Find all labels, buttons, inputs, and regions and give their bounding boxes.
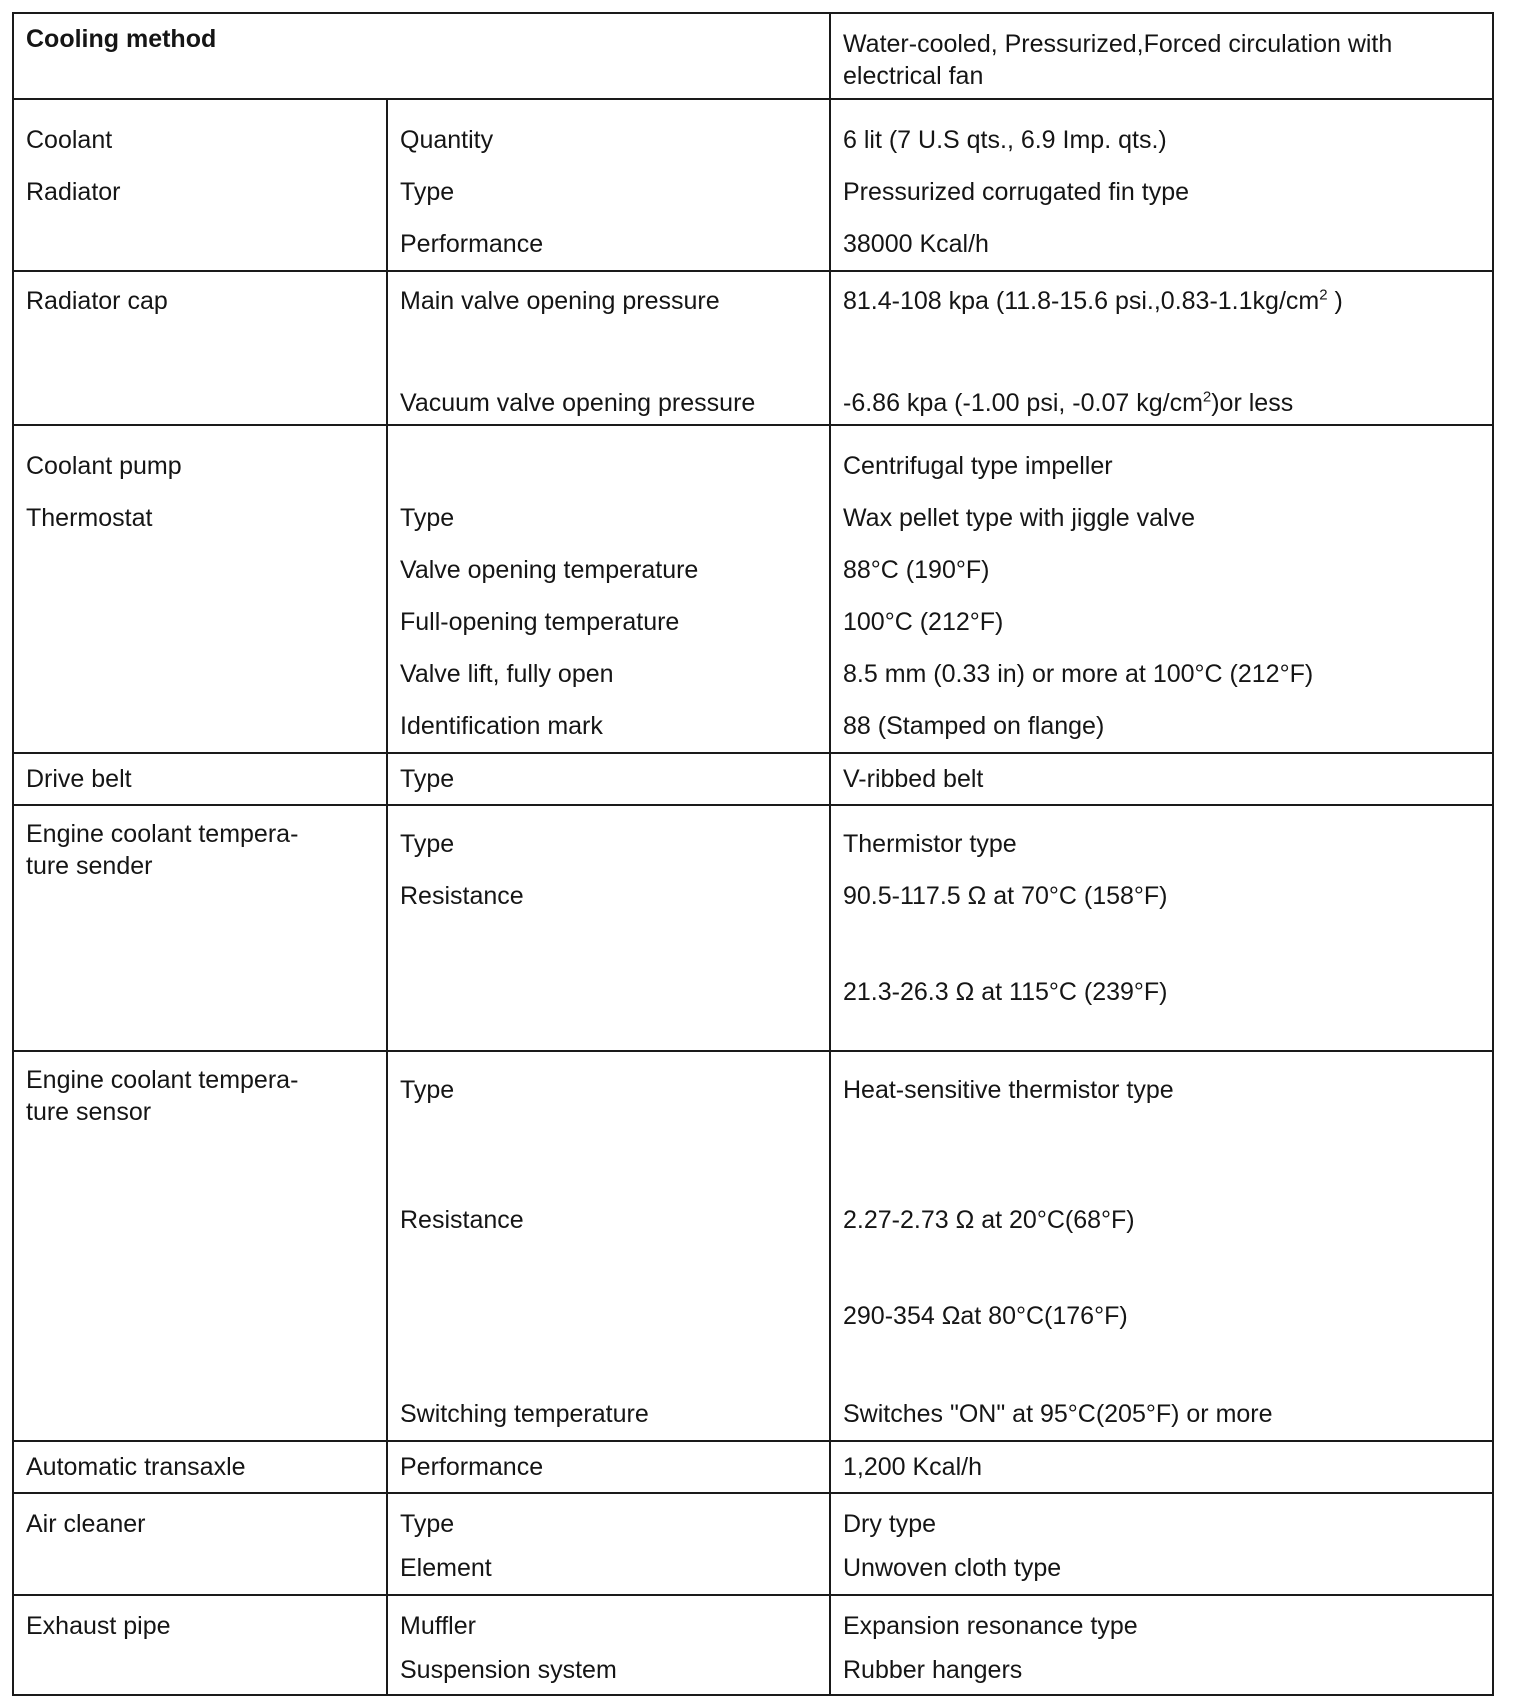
component-cell [13,99,387,271]
table-row-transaxle [13,1441,1493,1493]
cooling-method-value-line2: electrical fan [843,62,984,90]
component-radiator: Radiator [26,178,121,206]
component-cell [13,425,387,753]
value-air-cleaner-type: Dry type [843,1510,937,1538]
cooling-method-label: Cooling method [26,25,217,53]
item-suspension-system: Suspension system [400,1656,617,1684]
item-cell [387,1595,830,1695]
item-air-cleaner-type: Type [400,1510,455,1538]
value-cell [830,1441,1493,1493]
table-row-temp-sender [13,805,1493,1051]
value-sender-resistance-2: 21.3-26.3 Ω at 115°C (239°F) [843,978,1168,1006]
value-identification-mark: 88 (Stamped on flange) [843,712,1105,740]
item-cell [387,805,830,1051]
component-thermostat: Thermostat [26,504,153,532]
item-cell [387,425,830,753]
item-identification-mark: Identification mark [400,712,603,740]
superscript-2: 2 [1202,388,1212,406]
component-drive-belt: Drive belt [26,765,132,793]
value-switching-temp: Switches "ON" at 95°C(205°F) or more [843,1400,1273,1428]
item-performance: Performance [400,230,544,258]
value-belt-type: V-ribbed belt [843,765,984,793]
component-coolant: Coolant [26,126,113,154]
table-row-drive-belt [13,753,1493,805]
item-full-opening-temp: Full-opening temperature [400,608,680,636]
table-row-radiator-cap [13,271,1493,425]
item-sensor-resistance: Resistance [400,1206,524,1234]
item-cell [387,1441,830,1493]
item-cell [387,1493,830,1595]
item-switching-temp: Switching temperature [400,1400,649,1428]
table-row-exhaust-pipe [13,1595,1493,1695]
component-cell [13,271,387,425]
component-exhaust-pipe: Exhaust pipe [26,1612,171,1640]
value-cell [830,1595,1493,1695]
value-sensor-resistance-2: 290-354 Ωat 80°C(176°F) [843,1302,1128,1330]
table-row-pump-thermostat [13,425,1493,753]
value-air-cleaner-element: Unwoven cloth type [843,1554,1062,1582]
cooling-spec-table [12,12,1494,1696]
value-suspension-system: Rubber hangers [843,1656,1023,1684]
item-sender-type: Type [400,830,455,858]
value-cell [830,99,1493,271]
value-valve-opening-temp: 88°C (190°F) [843,556,990,584]
cooling-method-value-line1: Water-cooled, Pressurized,Forced circulation with [843,30,1393,58]
component-cell [13,1493,387,1595]
item-cell [387,1051,830,1441]
item-belt-type: Type [400,765,455,793]
component-coolant-pump: Coolant pump [26,452,182,480]
value-vacuum-valve-text: -6.86 kpa (-1.00 psi, -0.07 kg/cm [843,389,1203,417]
value-main-valve-close: ) [1327,287,1343,315]
value-sender-type: Thermistor type [843,830,1017,858]
value-cell [830,805,1493,1051]
item-transaxle-performance: Performance [400,1453,544,1481]
value-transaxle-performance: 1,200 Kcal/h [843,1453,982,1481]
cooling-method-label-cell [13,13,830,99]
item-main-valve: Main valve opening pressure [400,287,720,315]
value-cell [830,1493,1493,1595]
item-thermostat-type: Type [400,504,455,532]
value-quantity: 6 lit (7 U.S qts., 6.9 Imp. qts.) [843,126,1167,154]
value-cell [830,753,1493,805]
table-row-air-cleaner [13,1493,1493,1595]
value-muffler: Expansion resonance type [843,1612,1138,1640]
value-cell [830,271,1493,425]
component-sender-line1: Engine coolant tempera- [26,820,299,848]
component-radiator-cap: Radiator cap [26,287,168,315]
value-vacuum-valve-close: )or less [1211,389,1294,417]
item-quantity: Quantity [400,126,494,154]
cooling-method-value-cell [830,13,1493,99]
item-cell [387,753,830,805]
item-cell [387,99,830,271]
item-vacuum-valve: Vacuum valve opening pressure [400,389,756,417]
item-muffler: Muffler [400,1612,476,1640]
component-cell [13,1441,387,1493]
table-row-coolant-radiator [13,99,1493,271]
component-cell [13,805,387,1051]
component-sensor-line1: Engine coolant tempera- [26,1066,299,1094]
value-vacuum-valve [843,388,1480,418]
value-sensor-resistance-1: 2.27-2.73 Ω at 20°C(68°F) [843,1206,1135,1234]
item-cell [387,271,830,425]
value-cell [830,425,1493,753]
item-valve-lift: Valve lift, fully open [400,660,614,688]
component-transaxle: Automatic transaxle [26,1453,246,1481]
value-sender-resistance-1: 90.5-117.5 Ω at 70°C (158°F) [843,882,1168,910]
component-air-cleaner: Air cleaner [26,1510,146,1538]
item-sender-resistance: Resistance [400,882,524,910]
table-row-temp-sensor [13,1051,1493,1441]
component-sensor-line2: ture sensor [26,1098,152,1126]
value-radiator-performance: 38000 Kcal/h [843,230,989,258]
value-coolant-pump: Centrifugal type impeller [843,452,1113,480]
value-radiator-type: Pressurized corrugated fin type [843,178,1190,206]
value-main-valve-text: 81.4-108 kpa (11.8-15.6 psi.,0.83-1.1kg/cm [843,287,1320,315]
item-type: Type [400,178,455,206]
value-cell [830,1051,1493,1441]
superscript-2: 2 [1319,286,1328,304]
component-sender-line2: ture sender [26,852,153,880]
item-air-cleaner-element: Element [400,1554,492,1582]
value-thermostat-type: Wax pellet type with jiggle valve [843,504,1196,532]
value-sensor-type: Heat-sensitive thermistor type [843,1076,1174,1104]
value-valve-lift: 8.5 mm (0.33 in) or more at 100°C (212°F) [843,660,1314,688]
item-valve-opening-temp: Valve opening temperature [400,556,699,584]
item-sensor-type: Type [400,1076,455,1104]
table-row-cooling-method [13,13,1493,99]
component-cell [13,1051,387,1441]
value-full-opening-temp: 100°C (212°F) [843,608,1004,636]
value-main-valve [843,286,1480,316]
component-cell [13,753,387,805]
component-cell [13,1595,387,1695]
